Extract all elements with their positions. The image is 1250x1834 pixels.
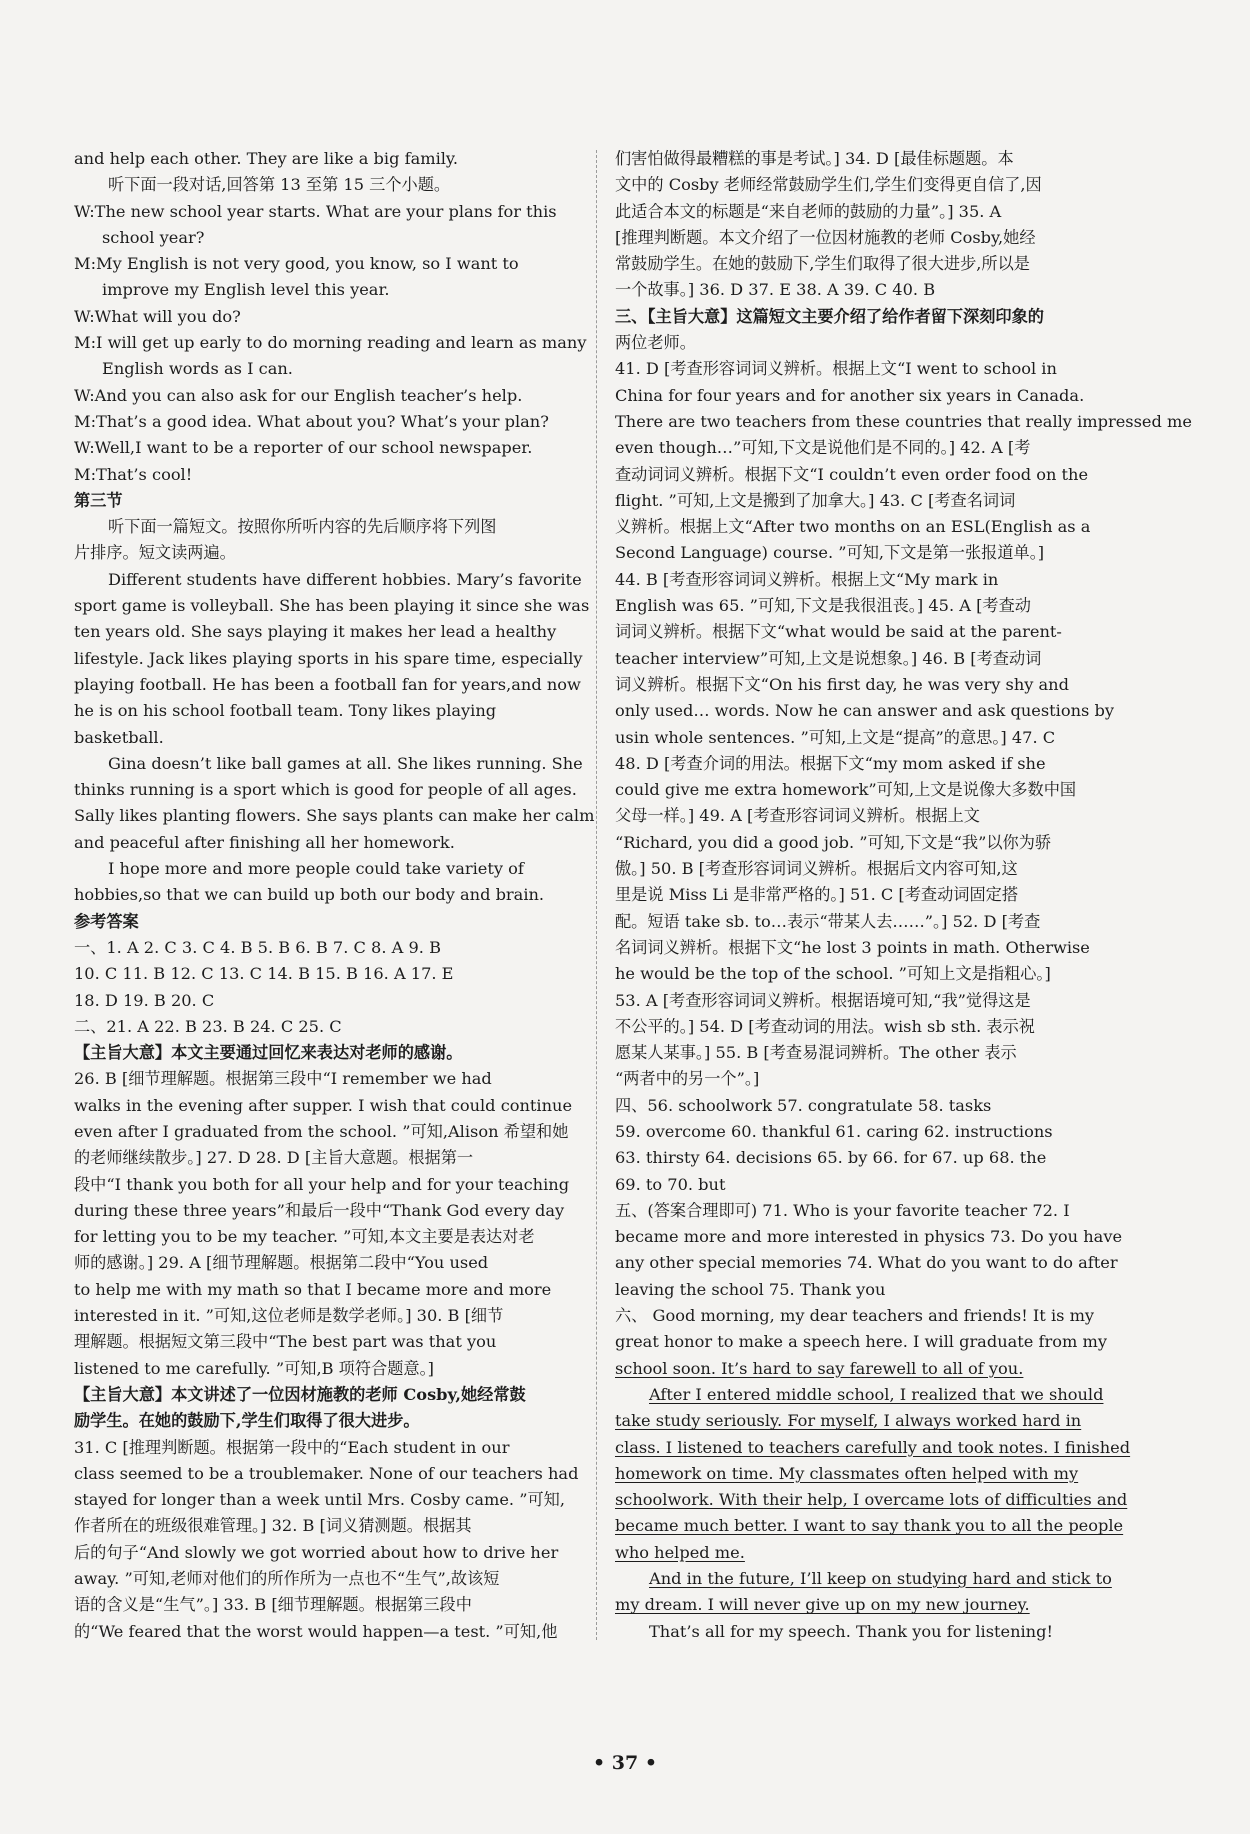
text-line: and help each other. They are like a big family. — [74, 149, 459, 168]
text-line: 26. B [细节理解题。根据第三段中“I remember we had — [74, 1069, 492, 1089]
text-line: 53. A [考查形容词词义辨析。根据语境可知,“我”觉得这是 — [615, 990, 1031, 1010]
text-line: interested in it. ”可知,这位老师是数学老师。] 30. B [细节 — [74, 1306, 504, 1326]
text-line: 文中的 Cosby 老师经常鼓励学生们,学生们变得更自信了,因 — [615, 175, 1042, 195]
text-line: he would be the top of the school. ”可知上文是指粗心。] — [615, 964, 1051, 984]
text-line: even though…”可知,下文是说他们是不同的。] 42. A [考 — [615, 438, 1031, 458]
text-line: 六、 Good morning, my dear teachers and friends! It is my — [615, 1306, 1095, 1326]
text-line: M:I will get up early to do morning reading and learn as many — [74, 333, 587, 353]
text-line: 查动词词义辨析。根据下文“I couldn’t even order food on the — [615, 464, 1089, 484]
text-line: 段中“I thank you both for all your help and for your teaching — [74, 1174, 570, 1194]
text-line: basketball. — [74, 727, 164, 747]
text-line: M:My English is not very good, you know, so I want to — [74, 254, 519, 274]
text-line: playing football. He has been a football fan for years,and now — [74, 674, 581, 694]
text-line: 一、1. A 2. C 3. C 4. B 5. B 6. B 7. C 8. A 9. B — [74, 937, 441, 957]
text-line: Different students have different hobbies. Mary’s favorite — [108, 569, 582, 589]
page-number: • 37 • — [593, 1752, 657, 1774]
text-line: 四、56. schoolwork 57. congratulate 58. tasks — [615, 1095, 992, 1115]
text-line: 词词义辨析。根据下文“what would be said at the parent- — [615, 622, 1062, 642]
text-line: to help me with my math so that I became more and more — [74, 1279, 552, 1299]
text-line: 二、21. A 22. B 23. B 24. C 25. C — [74, 1016, 342, 1036]
text-line: who helped me. — [615, 1542, 745, 1562]
text-line: stayed for longer than a week until Mrs. Cosby came. ”可知, — [74, 1490, 565, 1510]
text-line: walks in the evening after supper. I wish that could continue — [74, 1095, 573, 1115]
text-line: 此适合本文的标题是“来自老师的鼓励的力量”。] 35. A — [615, 201, 1002, 221]
text-line: he is on his school football team. Tony likes playing — [74, 701, 497, 721]
text-line: flight. ”可知,上文是搬到了加拿大。] 43. C [考查名词词 — [615, 490, 1016, 510]
text-line: That’s all for my speech. Thank you for listening! — [649, 1621, 1053, 1641]
text-line: leaving the school 75. Thank you — [615, 1279, 886, 1299]
text-line: 10. C 11. B 12. C 13. C 14. B 15. B 16. A 17. E — [74, 964, 454, 984]
text-line: Gina doesn’t like ball games at all. She likes running. She — [108, 753, 583, 773]
text-line: take study seriously. For myself, I always worked hard in — [615, 1411, 1082, 1431]
text-line: school soon. It’s hard to say farewell to all of you. — [615, 1358, 1024, 1378]
text-line: China for four years and for another six years in Canada. — [615, 385, 1085, 405]
text-line: 听下面一篇短文。按照你所听内容的先后顺序将下列图 — [108, 517, 497, 537]
text-line: thinks running is a sport which is good for people of all ages. — [74, 780, 577, 800]
text-line: 41. D [考查形容词词义辨析。根据上文“I went to school in — [615, 359, 1057, 379]
text-line: improve my English level this year. — [102, 280, 390, 300]
text-line: 的老师继续散步。] 27. D 28. D [主旨大意题。根据第一 — [74, 1148, 474, 1168]
column-divider — [596, 150, 597, 1640]
text-line: great honor to make a speech here. I will graduate from my — [615, 1332, 1107, 1352]
text-line: 愿某人某事。] 55. B [考查易混词辨析。The other 表示 — [615, 1043, 1017, 1063]
text-line: during these three years”和最后一段中“Thank God every day — [74, 1200, 565, 1220]
text-line: my dream. I will never give up on my new journey. — [615, 1595, 1030, 1615]
text-line: even after I graduated from the school. ”可知,Alison 希望和她 — [74, 1121, 569, 1141]
right-column — [615, 146, 1192, 1645]
text-line: 三、【主旨大意】这篇短文主要介绍了给作者留下深刻印象的 — [615, 306, 1044, 326]
text-line: 不公平的。] 54. D [考查动词的用法。wish sb sth. 表示祝 — [615, 1016, 1035, 1036]
text-line: 父母一样。] 49. A [考查形容词词义辨析。根据上文 — [615, 806, 980, 826]
text-line: [推理判断题。本文介绍了一位因材施教的老师 Cosby,她经 — [615, 227, 1036, 247]
text-line: English was 65. ”可知,下文是我很沮丧。] 45. A [考查动 — [615, 596, 1031, 616]
text-line: “两者中的另一个”。] — [615, 1069, 760, 1089]
text-line: I hope more and more people could take variety of — [108, 859, 524, 879]
text-line: ten years old. She says playing it makes her lead a healthy — [74, 622, 557, 642]
text-line: W:The new school year starts. What are your plans for this — [74, 201, 557, 221]
text-line: 59. overcome 60. thankful 61. caring 62. instructions — [615, 1121, 1053, 1141]
text-line: 里是说 Miss Li 是非常严格的。] 51. C [考查动词固定搭 — [615, 885, 1019, 905]
text-line: 后的句子“And slowly we got worried about how to drive her — [74, 1542, 559, 1562]
text-line: M:That’s cool! — [74, 464, 193, 484]
text-line: class seemed to be a troublemaker. None of our teachers had — [74, 1463, 579, 1483]
text-line: any other special memories 74. What do you want to do after — [615, 1253, 1118, 1273]
left-column — [74, 146, 595, 1645]
text-line: M:That’s a good idea. What about you? What’s your plan? — [74, 411, 549, 431]
text-line: 常鼓励学生。在她的鼓励下,学生们取得了很大进步,所以是 — [615, 254, 1030, 274]
text-line: 63. thirsty 64. decisions 65. by 66. for 67. up 68. the — [615, 1148, 1047, 1168]
text-line: 配。短语 take sb. to…表示“带某人去……”。] 52. D [考查 — [615, 911, 1041, 931]
text-line: 的“We feared that the worst would happen—a test. ”可知,他 — [74, 1621, 558, 1641]
text-line: 48. D [考查介词的用法。根据下文“my mom asked if she — [615, 753, 1046, 773]
text-line: 五、(答案合理即可) 71. Who is your favorite teacher 72. I — [615, 1200, 1070, 1220]
text-line: became more and more interested in physics 73. Do you have — [615, 1227, 1123, 1247]
text-line: only used… words. Now he can answer and ask questions by — [615, 701, 1114, 721]
text-line: 听下面一段对话,回答第 13 至第 15 三个小题。 — [108, 175, 451, 195]
text-line: 语的含义是“生气”。] 33. B [细节理解题。根据第三段中 — [74, 1595, 472, 1615]
text-line: 两位老师。 — [615, 333, 696, 353]
text-line: sport game is volleyball. She has been playing it since she was — [74, 596, 590, 616]
text-line: 理解题。根据短文第三段中“The best part was that you — [74, 1332, 497, 1352]
text-line: 片排序。短文读两遍。 — [74, 543, 236, 563]
text-line: teacher interview”可知,上文是说想象。] 46. B [考查动词 — [615, 648, 1042, 668]
text-line: lifestyle. Jack likes playing sports in his spare time, especially — [74, 648, 583, 668]
text-line: 【主旨大意】本文讲述了一位因材施教的老师 Cosby,她经常鼓 — [74, 1384, 526, 1404]
text-line: 傲。] 50. B [考查形容词词义辨析。根据后文内容可知,这 — [615, 859, 1018, 879]
text-line: hobbies,so that we can build up both our body and brain. — [74, 885, 545, 905]
text-line: and peaceful after finishing all her homework. — [74, 832, 455, 852]
text-line: 励学生。在她的鼓励下,学生们取得了很大进步。 — [74, 1411, 420, 1431]
text-line: listened to me carefully. ”可知,B 项符合题意。] — [74, 1358, 434, 1378]
text-line: could give me extra homework”可知,上文是说像大多数中国 — [615, 780, 1077, 800]
text-line: became much better. I want to say thank you to all the people — [615, 1516, 1124, 1536]
text-line: Second Language) course. ”可知,下文是第一张报道单。] — [615, 543, 1045, 563]
text-line: 参考答案 — [74, 911, 139, 931]
text-line: W:And you can also ask for our English teacher’s help. — [74, 385, 523, 405]
text-line: 【主旨大意】本文主要通过回忆来表达对老师的感谢。 — [74, 1043, 463, 1063]
text-line: W:What will you do? — [74, 306, 241, 326]
text-line: There are two teachers from these countries that really impressed me — [615, 411, 1192, 431]
text-line: English words as I can. — [102, 359, 293, 379]
text-line: schoolwork. With their help, I overcame lots of difficulties and — [615, 1490, 1128, 1510]
text-line: 18. D 19. B 20. C — [74, 990, 215, 1010]
text-line: for letting you to be my teacher. ”可知,本文主要是表达对老 — [74, 1227, 535, 1247]
text-line: 义辨析。根据上文“After two months on an ESL(English as a — [615, 517, 1091, 537]
text-line: away. ”可知,老师对他们的所作所为一点也不“生气”,故该短 — [74, 1569, 500, 1589]
text-line: 一个故事。] 36. D 37. E 38. A 39. C 40. B — [615, 280, 936, 300]
text-line: homework on time. My classmates often helped with my — [615, 1463, 1079, 1483]
text-line: 31. C [推理判断题。根据第一段中的“Each student in our — [74, 1437, 510, 1457]
text-line: 们害怕做得最糟糕的事是考试。] 34. D [最佳标题题。本 — [615, 149, 1014, 168]
text-line: Sally likes planting flowers. She says plants can make her calm — [74, 806, 595, 826]
text-line: And in the future, I’ll keep on studying hard and stick to — [649, 1569, 1112, 1589]
text-line: “Richard, you did a good job. ”可知,下文是“我”以你为骄 — [615, 832, 1052, 852]
text-line: 名词词义辨析。根据下文“he lost 3 points in math. Otherwise — [615, 937, 1090, 957]
text-line: usin whole sentences. ”可知,上文是“提高”的意思。] 47. C — [615, 727, 1056, 747]
text-line: 作者所在的班级很难管理。] 32. B [词义猜测题。根据其 — [74, 1516, 472, 1536]
text-line: 69. to 70. but — [615, 1174, 726, 1194]
text-line: 44. B [考查形容词词义辨析。根据上文“My mark in — [615, 569, 999, 589]
text-line: school year? — [102, 227, 205, 247]
text-line: After I entered middle school, I realized that we should — [649, 1384, 1104, 1404]
text-line: 师的感谢。] 29. A [细节理解题。根据第二段中“You used — [74, 1253, 489, 1273]
text-line: class. I listened to teachers carefully and took notes. I finished — [615, 1437, 1131, 1457]
text-line: 第三节 — [74, 490, 123, 510]
text-line: W:Well,I want to be a reporter of our school newspaper. — [74, 438, 533, 458]
text-line: 词义辨析。根据下文“On his first day, he was very shy and — [615, 674, 1069, 694]
